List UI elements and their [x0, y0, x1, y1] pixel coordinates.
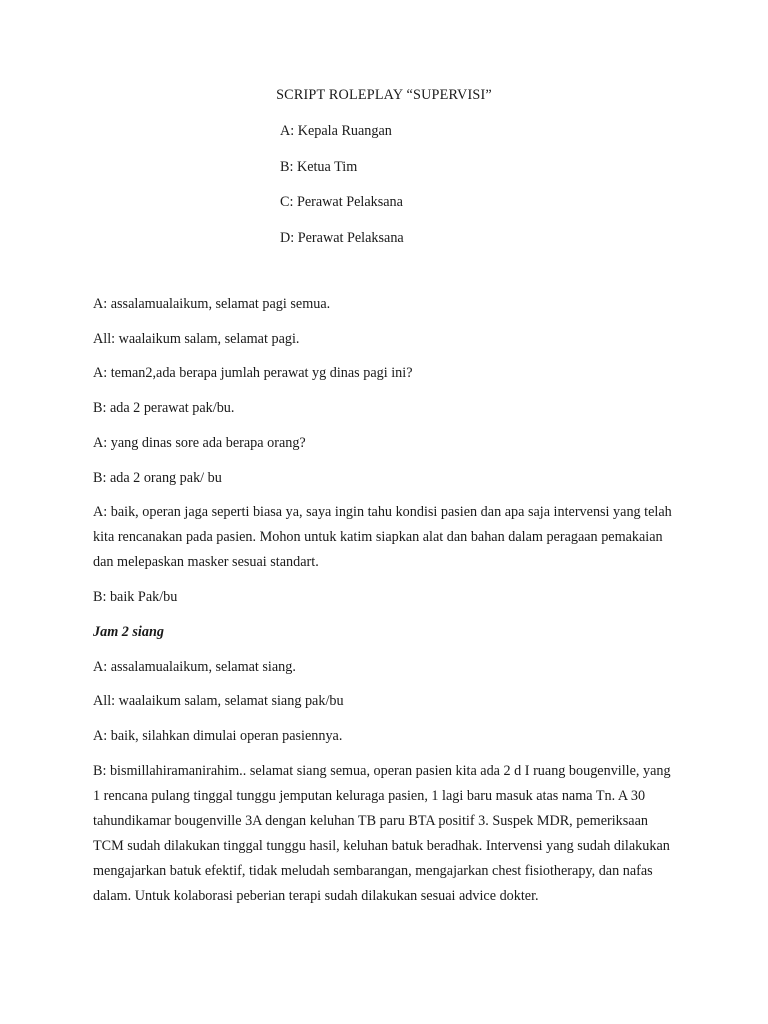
- cast-item: D: Perawat Pelaksana: [280, 229, 404, 246]
- dialogue-line: A: teman2,ada berapa jumlah perawat yg dinas pagi ini?: [93, 365, 413, 382]
- dialogue-line: B: ada 2 perawat pak/bu.: [93, 400, 235, 417]
- dialogue-line: B: baik Pak/bu: [93, 589, 178, 606]
- dialogue-line: All: waalaikum salam, selamat siang pak/bu: [93, 693, 344, 710]
- dialogue-line: A: baik, silahkan dimulai operan pasiennya.: [93, 728, 343, 745]
- dialogue: [93, 296, 673, 923]
- section-heading: Jam 2 siang: [93, 623, 164, 640]
- dialogue-line: All: waalaikum salam, selamat pagi.: [93, 330, 300, 347]
- dialogue-line: B: ada 2 orang pak/ bu: [93, 469, 222, 486]
- dialogue-line: A: yang dinas sore ada berapa orang?: [93, 434, 306, 451]
- cast-list: [280, 123, 404, 265]
- cast-item: C: Perawat Pelaksana: [280, 194, 403, 210]
- dialogue-line: A: assalamualaikum, selamat pagi semua.: [93, 296, 331, 312]
- document-title: SCRIPT ROLEPLAY “SUPERVISI”: [276, 87, 492, 103]
- cast-item: B: Ketua Tim: [280, 158, 358, 175]
- cast-item: A: Kepala Ruangan: [280, 123, 392, 139]
- dialogue-paragraph: A: baik, operan jaga seperti biasa ya, saya ingin tahu kondisi pasien dan apa saja intervensi yang telah kita rencanakan pada pasien. Mohon untuk katim siapkan alat dan bahan dalam peragaan pemakaian dan melepaskan masker sesuai standart.: [93, 504, 672, 571]
- dialogue-line: A: assalamualaikum, selamat siang.: [93, 658, 296, 675]
- dialogue-paragraph: B: bismillahiramanirahim.. selamat siang semua, operan pasien kita ada 2 d I ruang bougenville, yang 1 rencana pulang tinggal tunggu jemputan keluraga pasien, 1 lagi baru masuk atas nama Tn. A 30 tahundikamar bougenville 3A dengan keluhan TB paru BTA positif 3. Suspek MDR, pemeriksaan TCM sudah dilakukan tinggal tunggu hasil, keluhan batuk beradhak. Intervensi yang sudah dilakukan mengajarkan batuk efektif, tidak meludah sembarangan, mengajarkan chest fisiotherapy, dan nafas dalam. Untuk kolaborasi peberian terapi sudah dilakukan sesuai advice dokter.: [93, 762, 671, 904]
